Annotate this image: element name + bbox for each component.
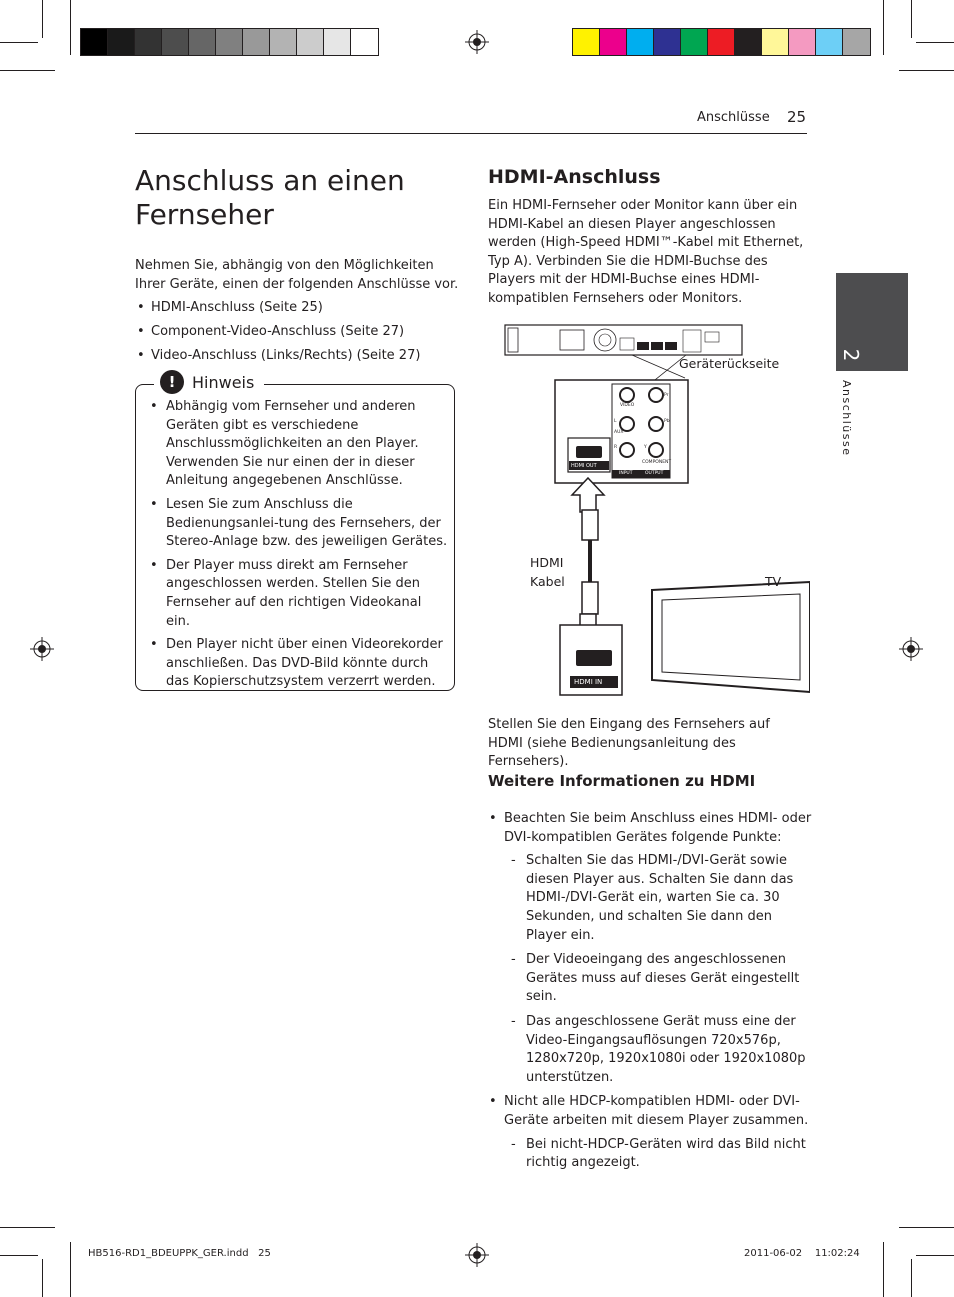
hdmi-connection-diagram — [500, 320, 810, 700]
aux-left-label: L — [614, 419, 617, 424]
footer-filename: HB516-RD1_BDEUPPK_GER.indd 25 — [88, 1248, 271, 1259]
crop-mark — [0, 42, 38, 43]
color-swatch — [135, 29, 162, 55]
list-item: • Lesen Sie zum Anschluss die Bedienungsanlei-tung des Fernsehers, der Stereo-Anlage bzw. des jeweiligen Gerätes. — [148, 496, 448, 552]
color-swatch — [681, 29, 708, 55]
gray-calibration-bar — [80, 28, 379, 56]
color-calibration-bar — [572, 28, 871, 56]
color-swatch — [573, 29, 600, 55]
crop-mark — [70, 0, 71, 55]
after-diagram-paragraph: Stellen Sie den Eingang des Fernsehers auf HDMI (siehe Bedienungsanleitung des Fernsehers). — [488, 717, 770, 770]
registration-mark-icon — [30, 637, 54, 661]
sub-list-item: - Bei nicht-HDCP-Geräten wird das Bild nicht richtig angezeigt. — [504, 1136, 813, 1173]
sub-list-item: - Der Videoeingang des angeschlossenen Gerätes muss auf dieses Gerät eingestellt sein. — [504, 951, 813, 1007]
component-pb-label: Pb — [664, 419, 670, 424]
page-title — [135, 164, 455, 232]
crop-mark — [883, 1242, 884, 1297]
video-port-label: VIDEO — [620, 403, 635, 408]
section-intro: Ein HDMI-Fernseher oder Monitor kann über ein HDMI-Kabel an diesen Player angeschlossen werden (High-Speed HDMI™-Kabel mit Ethernet, Typ A). Verbinden Sie die HDMI-Buchse des Players mit der HDMI-Buchse eines HDMI-kompatiblen Fernsehers oder Monitors. — [488, 198, 804, 306]
chapter-tab — [836, 273, 908, 371]
color-swatch — [81, 29, 108, 55]
registration-mark-icon — [899, 637, 923, 661]
subsection-heading: Weitere Informationen zu HDMI — [488, 772, 756, 790]
color-swatch — [600, 29, 627, 55]
header-divider — [135, 133, 807, 134]
crop-mark — [916, 1255, 954, 1256]
crop-mark — [42, 1259, 43, 1297]
color-swatch — [843, 29, 870, 55]
color-swatch — [189, 29, 216, 55]
sub-list-item: - Schalten Sie das HDMI-/DVI-Gerät sowie diesen Player aus. Schalten Sie dann das HDMI-/DVI-Gerät ein, warten Sie ca. 30 Sekunden, und schalten Sie dann den Player ein. — [504, 852, 813, 945]
crop-mark — [42, 0, 43, 38]
chapter-label: Anschlüsse — [840, 380, 853, 457]
crop-mark — [911, 0, 912, 38]
color-swatch — [108, 29, 135, 55]
crop-mark — [70, 1242, 71, 1297]
component-port-label: COMPONENT — [642, 460, 672, 465]
section-heading: HDMI-Anschluss — [488, 166, 661, 188]
diagram-drawing — [500, 320, 810, 700]
color-swatch — [162, 29, 189, 55]
note-title: Hinweis — [192, 372, 255, 392]
color-swatch — [243, 29, 270, 55]
crop-mark — [0, 1255, 38, 1256]
aux-right-label: R — [614, 445, 618, 450]
device-rear-label: Geräterückseite — [679, 356, 780, 371]
hdmi-cable-label-line2: Kabel — [530, 574, 565, 589]
color-swatch — [654, 29, 681, 55]
crop-mark — [916, 42, 954, 43]
output-port-label: OUTPUT — [645, 471, 664, 476]
sub-list-item: - Das angeschlossene Gerät muss eine der Video-Eingangsauflösungen 720x576p, 1280x720p, 1920x1080i oder 1920x1080p unterstützen. — [504, 1013, 813, 1087]
input-port-label: INPUT — [619, 471, 633, 476]
hdmi-info-list — [488, 810, 813, 1179]
component-y-label: Y — [644, 445, 647, 450]
crop-mark — [911, 1259, 912, 1297]
intro-paragraph: Nehmen Sie, abhängig von den Möglichkeiten Ihrer Geräte, einen der folgenden Anschlüsse vor. — [135, 258, 459, 292]
color-swatch — [216, 29, 243, 55]
color-swatch — [762, 29, 789, 55]
hdmi-out-port-label: HDMI OUT — [571, 463, 597, 469]
crop-mark — [883, 0, 884, 55]
color-swatch — [816, 29, 843, 55]
sub-list — [504, 1136, 813, 1173]
list-item: • Beachten Sie beim Anschluss eines HDMI- oder DVI-kompatiblen Gerätes folgende Punkte: - Schalten Sie das HDMI-/DVI-Gerät sowie diesen Player aus. Schalten Sie dann das HDMI-/DVI-Gerät ein, warten Sie ca. 30 Sekunden, und schalten Sie dann den Player ein. - Der Videoeingang des angeschlossenen Gerätes muss auf dieses Gerät eingestellt sein. - Das angeschlossene Gerät muss eine der Video-Eingangsauflösungen 720x576p, 1280x720p, 1920x1080i oder 1920x1080p unterstützen. — [488, 810, 813, 1087]
registration-mark-icon — [465, 30, 489, 54]
sub-list — [504, 852, 813, 1087]
color-swatch — [270, 29, 297, 55]
color-swatch — [324, 29, 351, 55]
tv-label: TV — [765, 574, 782, 589]
note-list — [148, 398, 448, 697]
list-item: • Der Player muss direkt am Fernseher angeschlossen werden. Stellen Sie den Fernseher auf den richtigen Videokanal ein. — [148, 557, 448, 631]
hdmi-cable-label-line1: HDMI — [530, 555, 564, 570]
crop-mark — [899, 70, 954, 71]
color-swatch — [735, 29, 762, 55]
list-item: • HDMI-Anschluss (Seite 25) — [135, 298, 455, 317]
header-section-title: Anschlüsse — [697, 110, 770, 125]
color-swatch — [351, 29, 378, 55]
page-title-line1: Anschluss an einen — [135, 164, 405, 197]
footer-timestamp: 2011-06-02 ￼￼ 11:02:24 — [744, 1248, 860, 1259]
header-page-number: 25 — [787, 108, 807, 126]
component-pr-label: Pr — [664, 393, 669, 398]
color-swatch — [789, 29, 816, 55]
list-item: • Abhängig vom Fernseher und anderen Geräten gibt es verschiedene Anschlussmöglichkeiten an den Player. Verwenden Sie nur einen der in dieser Anleitung angegebenen Anschlüsse. — [148, 398, 448, 491]
list-item: • Video-Anschluss (Links/Rechts) (Seite 27) — [135, 346, 455, 365]
color-swatch — [297, 29, 324, 55]
crop-mark — [0, 70, 55, 71]
crop-mark — [899, 1227, 954, 1228]
page-title-line2: Fernseher — [135, 198, 274, 231]
list-item: • Component-Video-Anschluss (Seite 27) — [135, 322, 455, 341]
exclamation-icon: ! — [160, 370, 184, 394]
connection-list — [135, 298, 455, 370]
color-swatch — [708, 29, 735, 55]
color-swatch — [627, 29, 654, 55]
note-header — [154, 370, 264, 394]
aux-port-label: AUX — [614, 430, 624, 435]
crop-mark — [0, 1227, 55, 1228]
registration-mark-icon — [465, 1243, 489, 1267]
hdmi-in-port-label: HDMI IN — [574, 678, 603, 686]
chapter-number: 2 — [839, 348, 863, 362]
list-item: • Den Player nicht über einen Videorekorder anschließen. Das DVD-Bild könnte durch das Kopierschutzsystem verzerrt werden. — [148, 636, 448, 692]
list-item: • Nicht alle HDCP-kompatiblen HDMI- oder DVI-Geräte arbeiten mit diesem Player zusammen. - Bei nicht-HDCP-Geräten wird das Bild nicht richtig angezeigt. — [488, 1093, 813, 1172]
